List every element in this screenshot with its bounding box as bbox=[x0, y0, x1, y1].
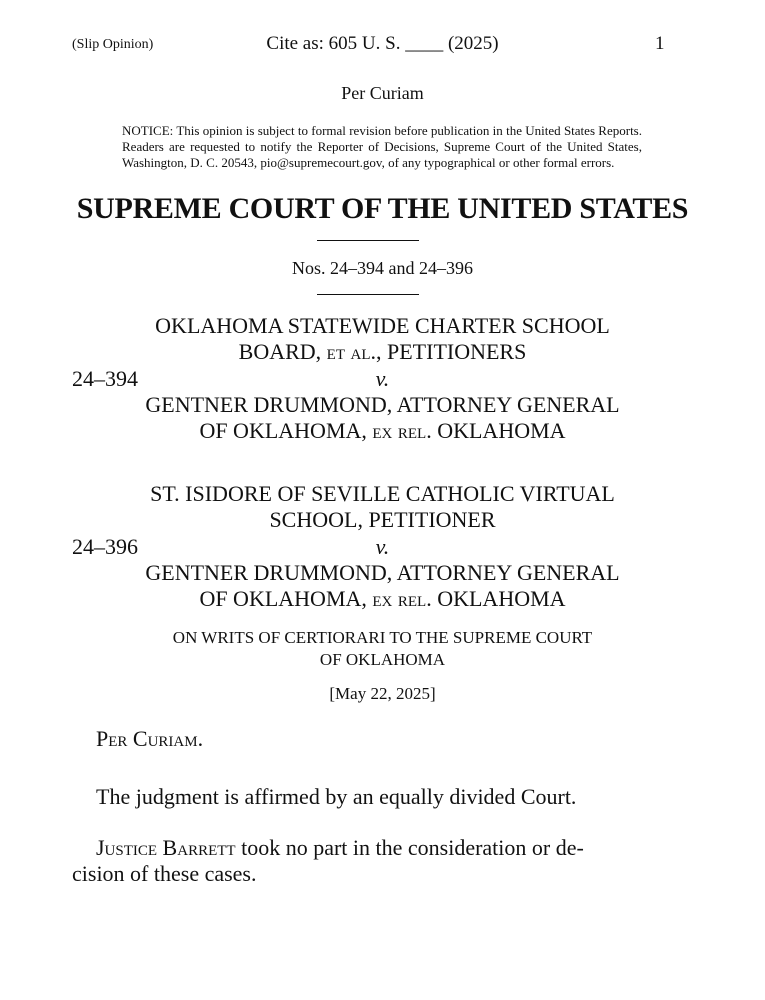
per-curiam-heading: Per Curiam bbox=[341, 83, 424, 103]
writ-line1: ON WRITS OF CERTIORARI TO THE SUPREME COURT bbox=[172, 628, 593, 647]
court-name-title: SUPREME COURT OF THE UNITED STATES bbox=[76, 192, 689, 225]
docket-numbers: Nos. 24–394 and 24–396 bbox=[292, 258, 473, 278]
judgment-text: The judgment is affirmed by an equally divided Court. bbox=[96, 784, 577, 809]
case2-respondent-line2: OF OKLAHOMA, ex rel. OKLAHOMA bbox=[199, 586, 566, 611]
case2-docket-number: 24–396 bbox=[72, 534, 138, 559]
recusal-line2: cision of these cases. bbox=[72, 861, 257, 886]
notice-paragraph: NOTICE: This opinion is subject to formal revision before publication in the United States Reports. Readers are requested to notify the Reporter of Decisions, Supreme Court of the United States, Washington, D. C. 20543, pio@supremecourt.gov, of any typographical or other formal errors. bbox=[122, 123, 642, 170]
case2-respondent-line1: GENTNER DRUMMOND, ATTORNEY GENERAL bbox=[145, 560, 620, 585]
decision-date: [May 22, 2025] bbox=[329, 684, 436, 703]
et-al: et al. bbox=[326, 339, 376, 364]
ex-rel: ex rel. bbox=[372, 586, 432, 611]
recusal-line1: Justice Barrett took no part in the consideration or de- bbox=[96, 835, 584, 860]
ex-rel: ex rel. bbox=[372, 418, 432, 443]
divider-rule bbox=[317, 240, 419, 241]
citation-header: Cite as: 605 U. S. ____ (2025) bbox=[266, 33, 499, 54]
slip-opinion-label: (Slip Opinion) bbox=[72, 37, 154, 52]
writ-line2: OF OKLAHOMA bbox=[319, 650, 446, 669]
divider-rule bbox=[317, 294, 419, 295]
case1-versus: v. bbox=[375, 366, 390, 391]
case1-respondent-line2: OF OKLAHOMA, ex rel. OKLAHOMA bbox=[199, 418, 566, 443]
case1-respondent-line1: GENTNER DRUMMOND, ATTORNEY GENERAL bbox=[145, 392, 620, 417]
case2-versus: v. bbox=[375, 534, 390, 559]
justice-name: Justice Barrett bbox=[96, 835, 236, 860]
page-number: 1 bbox=[655, 33, 665, 54]
case1-docket-number: 24–394 bbox=[72, 366, 138, 391]
case1-petitioner-line1: OKLAHOMA STATEWIDE CHARTER SCHOOL bbox=[155, 313, 610, 338]
case1-petitioner-line2: BOARD, et al., PETITIONERS bbox=[238, 339, 527, 364]
case2-petitioner-line2: SCHOOL, PETITIONER bbox=[269, 507, 496, 532]
case2-petitioner-line1: ST. ISIDORE OF SEVILLE CATHOLIC VIRTUAL bbox=[150, 481, 615, 506]
per-curiam-opinion-label: Per Curiam. bbox=[96, 726, 204, 751]
